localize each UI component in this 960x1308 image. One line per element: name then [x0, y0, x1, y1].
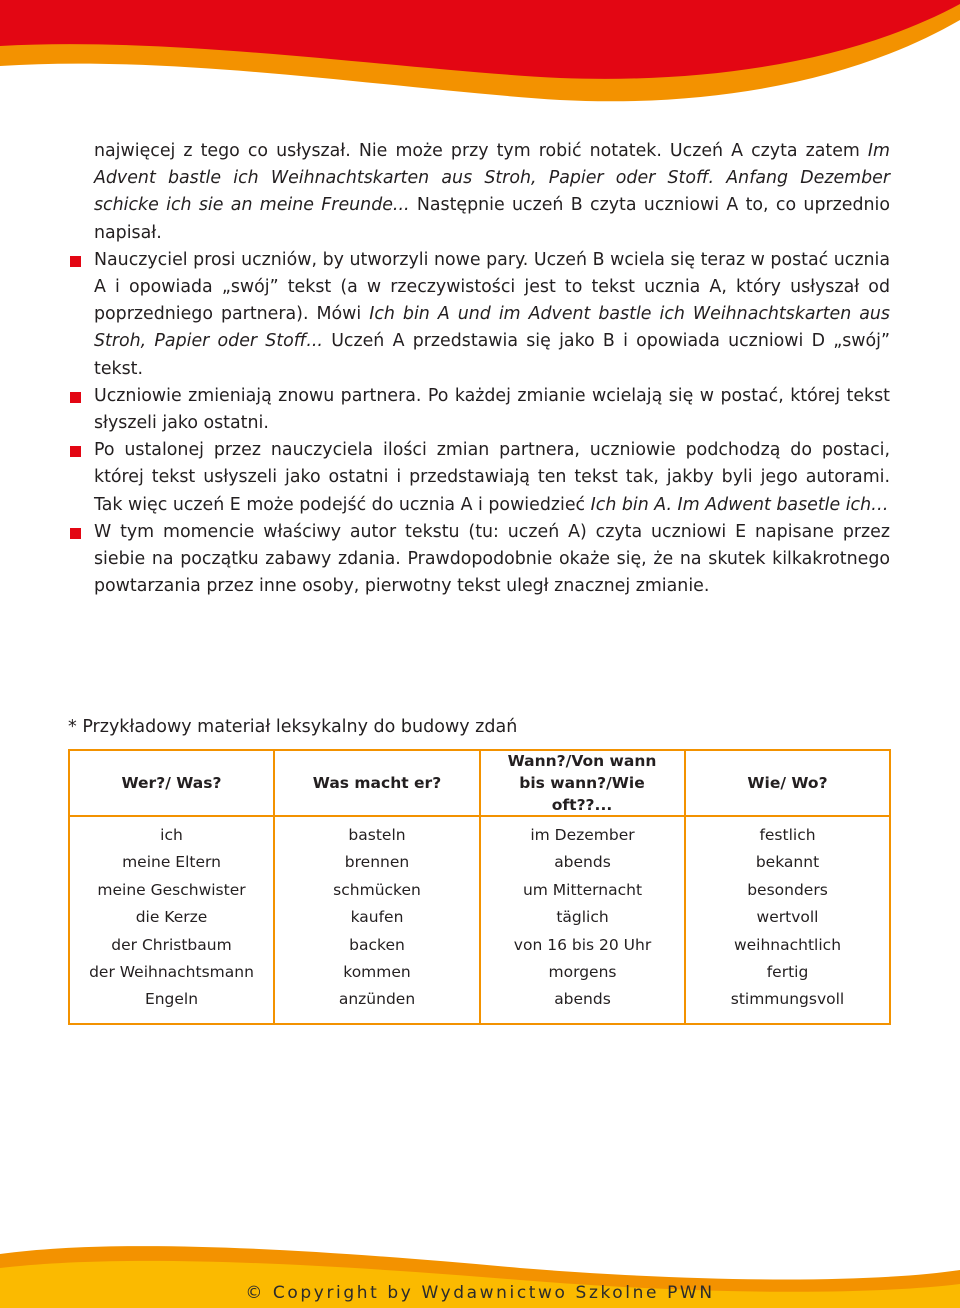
item3-example-italic: Ich bin A. Im Adwent basetle ich… [590, 494, 889, 515]
item1-example-italic: Ich bin A und im Advent bastle ich Weihnachtskarten aus Stroh, Papier oder Stoff... [94, 304, 890, 352]
list-item: Engeln [144, 990, 199, 1009]
copyright-text: © Copyright by Wydawnictwo Szkolne PWN [245, 1283, 715, 1303]
list-item: bekannt [755, 853, 820, 872]
list-item-author-reads [68, 519, 890, 601]
header-who: Wer?/ Was? [121, 774, 222, 792]
list-item: ich [160, 826, 183, 844]
header-how-where: Wie/ Wo? [747, 774, 828, 792]
vocabulary-note: * Przykładowy materiał leksykalny do budowy zdań [68, 717, 518, 737]
list-item: im Dezember [530, 826, 635, 844]
list-item: meine Eltern [122, 853, 221, 872]
list-item: kommen [343, 963, 411, 982]
list-item: brennen [344, 853, 410, 872]
list-item: wertvoll [756, 908, 819, 927]
bullet-square-icon [70, 446, 81, 457]
list-item: festlich [759, 826, 816, 844]
list-item: der Christbaum [111, 935, 232, 954]
item4-text: W tym momencie właściwy autor tekstu (tu: uczeń A) czyta uczniowi E napisane przez siebie na początku zabawy zdania. Prawdopodobnie okaże się, że na skutek kilkakrotnego powtarzania przez inne osoby, pierwotny tekst uległ znacznej zmianie. [94, 521, 890, 597]
list-item: der Weihnachtsmann [89, 963, 254, 982]
list-item: morgens [548, 963, 617, 982]
bullet-square-icon [70, 256, 81, 267]
list-item: täglich [556, 908, 609, 927]
header-wave-decoration [0, 0, 960, 110]
list-item: abends [554, 990, 611, 1009]
column-what-does [275, 822, 479, 1014]
bullet-square-icon [70, 528, 81, 539]
bullet-square-icon [70, 392, 81, 403]
list-item: fertig [766, 963, 809, 982]
list-item-new-pairs [68, 247, 890, 383]
column-who [70, 822, 273, 1014]
intro-text-1: najwięcej z tego co usłyszał. Nie może przy tym robić notatek. Uczeń A czyta zatem [94, 141, 868, 161]
intro-paragraph [68, 138, 890, 247]
list-item: von 16 bis 20 Uhr [513, 935, 652, 954]
list-item: besonders [747, 880, 828, 899]
column-when [481, 822, 684, 1014]
item1-text-2: Uczeń A przedstawia się jako B i opowiada uczniowi D „swój” tekst. [94, 331, 891, 379]
item1-text-1: Nauczyciel prosi uczniów, by utworzyli nowe pary. Uczeń B wciela się teraz w postać ucznia A i opowiada „swój” tekst (a w rzeczywistości jest to tekst ucznia A, który usłyszał od poprzedniego partnera). Mówi [94, 249, 890, 325]
header-when: Wann?/Von wann bis wann?/Wie oft??... [507, 752, 657, 814]
list-item: meine Geschwister [97, 880, 246, 899]
list-item: um Mitternacht [522, 880, 643, 899]
list-item: abends [554, 853, 611, 872]
list-item-present-text [68, 437, 890, 519]
vocabulary-table [68, 749, 891, 1025]
list-item: kaufen [350, 908, 404, 927]
list-item: schmücken [333, 880, 421, 899]
intro-text-2: Następnie uczeń B czyta uczniowi A to, co uprzednio napisał. [94, 195, 891, 243]
item2-text: Uczniowie zmieniają znowu partnera. Po każdej zmianie wcielają się w postać, której tekst słyszeli jako ostatni. [94, 385, 890, 434]
instructions-text [68, 138, 890, 600]
list-item: anzünden [338, 990, 416, 1009]
list-item: die Kerze [135, 908, 208, 927]
list-item: backen [349, 935, 405, 954]
intro-example-italic: Im Advent bastle ich Weihnachtskarten aus Stroh, Papier oder Stoff. Anfang Dezember schicke ich sie an meine Freunde... [94, 141, 890, 216]
list-item: weihnachtlich [733, 935, 842, 954]
column-how-where [686, 822, 889, 1014]
list-item: basteln [348, 826, 406, 844]
list-item-change-partner [68, 383, 890, 437]
item3-text-1: Po ustalonej przez nauczyciela ilości zmian partnera, uczniowie podchodzą do postaci, której tekst usłyszeli jako ostatni i przedstawiają ten tekst tak, jakby byli jego autorami. Tak więc uczeń E może podejść do ucznia A i powiedzieć [94, 440, 890, 515]
header-what-does: Was macht er? [312, 774, 442, 792]
list-item: stimmungsvoll [730, 990, 845, 1009]
